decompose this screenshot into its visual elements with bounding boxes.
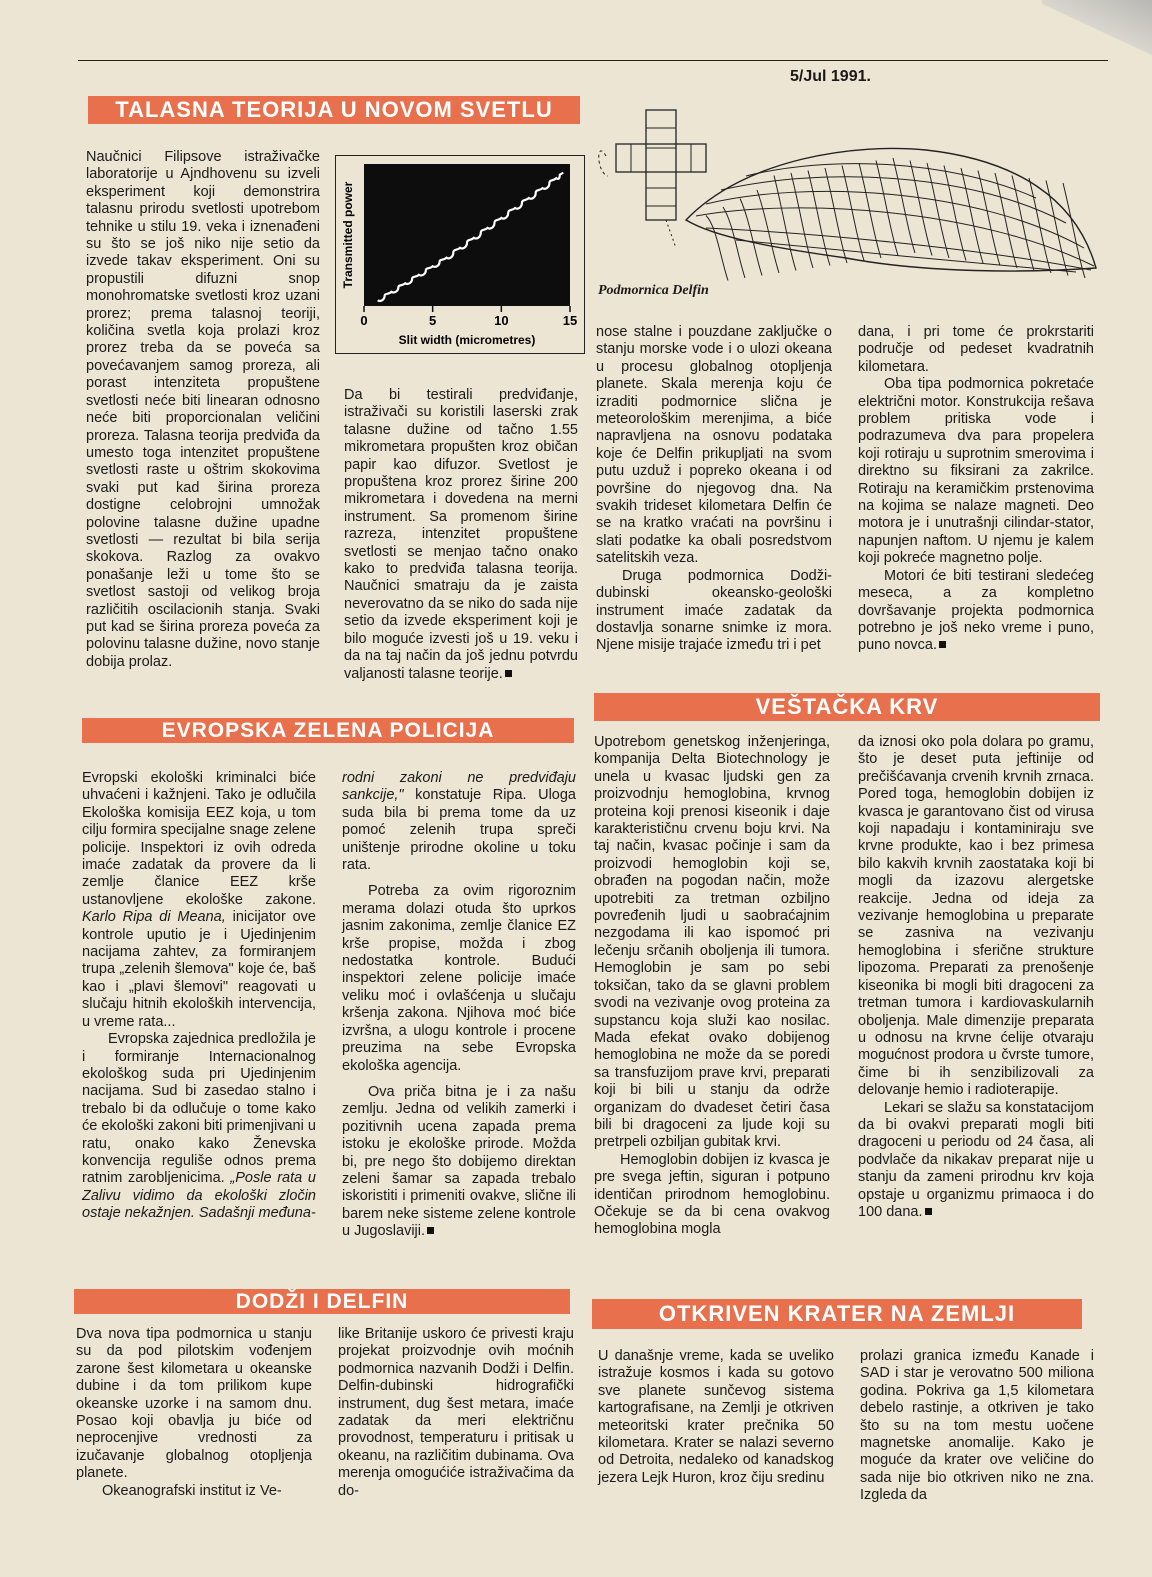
delfin-col4a-text: dana, i pri tome će prokrstariti područje od pedeset kvadratnih kilometara.	[858, 324, 1094, 375]
hull-rib	[774, 176, 796, 271]
evropska-col2c-text: Ova priča bitna je i za našu zemlju. Jedna od velikih zamerki i pozitivnih ucena zapada prema istoku je ekološke prirode. Možda bi, pre nego što dobijemo direktan zeleni šamar sa zapada trebalo iskoristiti i primeniti ovakve, slične ili barem neke sisteme zelene kontrole u Jugoslaviji.	[342, 1083, 576, 1240]
delfin-col4	[858, 324, 1094, 655]
x-tick-label-0: 0	[360, 313, 368, 328]
delfin-col3a-text: nose stalne i pouzdane zaključke o stanju morske vode i o ulozi okeana u procesu globalnog otopljenja planete. Skala merenja koju će izraditi podmornice slična je meteorološkim merenjima, a biće napravljena na osnovu podataka koje će Delfin prikupljati na svom putu uzduž i popreko okeana i od površine do njegovog dna. Na svakih trideset kilometara Delfin će se na kratko vraćati na površinu i slati podatke ka obali posredstvom satelitskih veza.	[596, 324, 832, 567]
krater-col1	[598, 1348, 834, 1487]
hull-rib	[1029, 178, 1051, 273]
x-tick-label-15: 15	[562, 313, 578, 328]
hull-rib	[910, 161, 932, 256]
submarine-illustration	[596, 98, 1104, 283]
krater-col2	[860, 1348, 1094, 1505]
evropska-col2a-rest: konstatuje Ripa. Uloga suda bila bi prema tome da uz pomoć zelenih trupa spreči uništenje prirodne okoline u toku rata.	[342, 787, 576, 874]
krv-col1	[594, 734, 830, 1239]
delfin-col4b-text: Oba tipa podmornica pokretaće električni motor. Konstrukcija rešava problem pritiska vode i podrazumeva dva para propelera koji rotiraju u suprotnim smerovima i direktno su fiksirani za zakrilce. Rotiraju na keramičkim prstenovima na kojima se nalaze magneti. Deo motora je i unutrašnji cilindar-stator, napunjen naftom. U njemu je kalem koji pokreće magnetno polje.	[858, 376, 1094, 567]
hull-rib	[791, 173, 813, 268]
submarine-caption: Podmornica Delfin	[598, 283, 709, 298]
hull-rib	[927, 163, 949, 258]
dodzi-col1	[76, 1326, 312, 1500]
hull-rib	[961, 168, 983, 263]
hull-rib	[706, 216, 728, 281]
krater-col1-text: U današnje vreme, kada se uveliko istražuje kosmos i kada su gotovo sve planete sunčevog sistema kartografisane, na Zemlji je otkriven meteoritski krater prečnika 50 kilometara. Krater se nalazi severno od Detroita, nedaleko od kanadskog jezera Lejk Huron, kroz čiju sredinu	[598, 1348, 834, 1486]
x-tick-label-5: 5	[429, 313, 437, 328]
krv-col2b-text: Lekari se slažu sa konstatacijom da bi ovakvi preparati mogli biti dragoceni u periodu od 24 časa, ali podvlače da nikakav preparat nije u stanju da zameni prirodnu krv koja opstaje u organizmu primaoca i do 100 dana.	[858, 1099, 1094, 1220]
hull-rib	[808, 171, 830, 266]
hull-rib	[842, 166, 864, 261]
hull-rib	[1063, 183, 1085, 278]
hull-rib	[978, 171, 1000, 266]
krv-col1a-text: Upotrebom genetskog inženjeringa, kompanija Delta Biotechnology je unela u kvasac ljudski gen za proizvodnju hemoglobina, krvnog proteina koji prenosi kiseonik i daje karakterističnu crvenu boju krvi. Na taj način, kvasac počinje i sam da proizvodi hemoglobin koji se, obrađen na pogodan način, može upotrebiti za tretman ozbiljno povređenih ljudi u saobraćajnim nezgodama ili kao ispomoć pri lečenju srčanih oboljenja ili tumora. Hemoglobin je sam po sebi toksičan, tako da se glavni problem svodi na vezivanje ovog proteina za supstancu koja služi kao nosilac. Mada efekat ovako dobijenog hemoglobina ne može da se poredi sa transfuzijom prave krvi, preparati koji bi bili u stanju da održe organizam do dvadeset četiri časa bili bi dragoceni za ljude koji su pretrpeli ozbiljan gubitak krvi.	[594, 734, 830, 1151]
hull-rib	[893, 158, 915, 253]
delfin-col3b-text: Druga podmornica Dodži-dubinski okeansko-geološki instrument imaće zadatak da dostavlja sonarne snimke iz mora. Njene misije trajaće između tri i pet	[596, 567, 832, 654]
krv-col2	[858, 734, 1094, 1221]
evropska-col2	[342, 770, 576, 1241]
slit-width-chart	[336, 156, 584, 353]
evropska-col1	[82, 770, 316, 1223]
hull-rib	[1012, 176, 1034, 271]
hull-rib	[995, 173, 1017, 268]
x-tick-label-10: 10	[494, 313, 509, 328]
talasna-col1-text: Naučnici Filipsove istraživačke laboratorije u Ajndhovenu su izveli eksperiment koji demonstrira talasnu prirodu svetlosti upotrebom tehnike u stilu 19. veka i iznenađeni su što se još niko nije setio da izvede takav eksperiment. Oni su propustili difuzni snop monohromatske svetlosti kroz uzani prorez; prema talasnoj teoriji, količina svetla koja prolazi kroz prorez treba da se poveća sa povećavanjem samog proreza, ali porast intenziteta propuštene svetlosti neće biti linearan odnosno neće biti proporcionalan veličini proreza. Talasna teorija predviđa da umesto toga intenzitet propuštene svetlosti raste u oštrim skokovima svaki put kad širina proreza dostigne celobrojni umnožak polovine talasne dužine upadne svetlosti — rezultat bi bila serija skokova. Razlog za ovakvo ponašanje leži u tome što se svetlost sastoji od velikog broja različitih oscilacionih stanja. Svaki put kad se širina proreza poveća za polovinu talasne dužine, novo stanje dobija prolaz.	[86, 149, 320, 670]
end-mark-icon	[427, 1227, 434, 1234]
talasna-title-text: TALASNA TEORIJA U NOVOM SVETLU	[115, 97, 553, 122]
hull-rib	[757, 190, 779, 273]
krater-col2-text: prolazi granica između Kanade i SAD i star je verovatno 500 miliona godina. Pokriva ga 1,5 kilometara debelo rastinje, a otkriven je tako što su na tom mestu uočene magnetske anomalije. Kako je moguće da krater ove veličine do sada nije bio otkriven niko ne zna. Izgleda da	[860, 1348, 1094, 1504]
issue-date: 5/Jul 1991.	[790, 68, 871, 85]
evropska-col1a-rest: inicijator ove kontrole uputio je i Ujedinjenim nacijama zahtev, za formiranjem trupa „zelenih šlemova" koje će, baš kao i „plavi šlemovi" reagovati u slučaju hitnih ekoloških intervencija, u vreme rata...	[82, 909, 316, 1030]
dodzi-col2-text: like Britanije uskoro će privesti kraju projekat proizvodnje ovih moćnih podmornica nazvanih Dodži i Delfin. Delfin-dubinski hidrografički instrument, dug šest metara, imaće zadatak da meri električnu provodnost, temperaturu i pritisak u okeanu, na različitim dubinama. Ova merenja omogućiće istraživačima da do-	[338, 1326, 574, 1499]
dodzi-col1a-text: Dva nova tipa podmornica u stanju su da pod pilotskim vođenjem zarone šest kilometara u okeanske dubine i da tom prilikom kupe okeanske uzorke i na samom dnu. Posao koji obavlja ju biće od neprocenjive vrednosti za izučavanje globalnog otopljenja planete.	[76, 1326, 312, 1482]
evropska-col1b-italic: „Posle rata u Zalivu vidimo da ekološki zločin ostaje nekažnjen. Sadašnji međuna-	[82, 1170, 316, 1222]
delfin-col4c-text: Motori će biti testirani sledećeg meseca, a za kompletno dovršavanje projekta podmornica potrebno je još neko vreme i puno, puno novca.	[858, 567, 1094, 654]
dodzi-col1b-text: Okeanografski institut iz Ve-	[102, 1482, 282, 1499]
dodzi-title-text: DODŽI I DELFIN	[235, 1290, 409, 1313]
delfin-col3	[596, 324, 832, 655]
dodzi-title	[74, 1289, 570, 1314]
end-mark-icon	[505, 670, 512, 677]
header-rule	[78, 60, 1108, 61]
krv-title-text: VEŠTAČKA KRV	[755, 694, 939, 719]
evropska-col2a-italic: rodni zakoni ne predviđaju sankcije,"	[342, 770, 576, 804]
krater-title	[592, 1299, 1082, 1329]
talasna-col2	[344, 387, 578, 683]
dodzi-col2	[338, 1326, 574, 1500]
hull-rib	[723, 207, 745, 278]
evropska-title	[82, 718, 574, 743]
end-mark-icon	[939, 641, 946, 648]
evropska-col1a-italic: Karlo Ripa di Meana,	[82, 909, 226, 926]
evropska-col1a-text: Evropski ekološki kriminalci biće uhvaćeni i kažnjeni. Tako je odlučila Ekološka komisija EEZ koja, u tom cilju formira specijalne snage zelene policije. Inspektori iz ovih odreda imaće zadatak da provere da li zemlje članice EEZ krše ustanovljene ekološke zakone.	[82, 770, 316, 908]
krater-title-text: OTKRIVEN KRATER NA ZEMLJI	[658, 1301, 1016, 1326]
evropska-col1b-text: Evropska zajednica predložila je i formiranje Internacionalnog ekološkog suda pri Ujedinjenim nacijama. Sud bi zasedao stalno i trebalo bi da odlučuje o tome kako će ekološki zakoni biti primenjivani u ratu, onako kako Ženevska konvencija reguliše odnos prema ratnim zarobljenicima.	[82, 1031, 316, 1187]
krv-col2a-text: da iznosi oko pola dolara po gramu, što je deset puta jeftinije od prečišćavanja crvenih krvnih zrnaca. Pored toga, hemoglobin dobijen iz kvasca je garantovano čist od virusa koji napadaju i kontaminiraju sve krvne produkte, kao i bez primesa bilo kakvih krvnih zaostataka koji bi mogli da izazovu alergetske reakcije. Jedna od ideja za vezivanje hemoglobina u preparate se zasniva na vezivanju hemoglobina i sferične strukture lipozoma. Preparati za prenošenje kiseonika bi mogli biti dragoceni za tretman tumora i kardiovaskularnih oboljenja. Male dimenzije preparata u odnosu na krvne ćelije otvaraju mogućnost prodora u čvrste tumore, čime bi ih senzibilizovali za delovanje hemio i radioterapije.	[858, 734, 1094, 1099]
evropska-col2b-text: Potreba za ovim rigoroznim merama dolazi otuda što uprkos jasnim zakonima, zemlje članice EZ krše propise, možda i zbog nedostatka kontrole. Budući inspektori zelene policije imaće veliku moć i ovlašćenja u slučaju kršenja zakona. Njihova moć biće izvršna, a ulogu kontrole i procene preuzima na sebe Evropska ekološka agencija.	[342, 883, 576, 1074]
plot-area	[364, 164, 570, 306]
evropska-title-text: EVROPSKA ZELENA POLICIJA	[161, 719, 495, 742]
talasna-title	[88, 96, 580, 124]
chart-frame	[335, 155, 585, 354]
krv-col1b-text: Hemoglobin dobijen iz kvasca je pre svega jeftin, siguran i potpuno identičan prirodnom hemoglobinu. Očekuje se da bi cena ovakvog hemoglobina mogla	[594, 1151, 830, 1238]
talasna-col1	[86, 149, 320, 671]
end-mark-icon	[925, 1208, 932, 1215]
hull-rib	[944, 166, 966, 261]
krv-title	[594, 693, 1100, 721]
talasna-col2-text: Da bi testirali predviđanje, istraživači su koristili laserski zrak talasne dužine od tačno 1.55 mikrometara propušten kroz običan papir kao difuzor. Svetlost je propuštena kroz prorez širine 200 mikrometara i dovedena na merni instrument. Sa promenom širine razreza, intenzitet propuštene svetlosti se menjao tačno onako kako to predviđa talasna teorija. Naučnici smatraju da je zaista neverovatno da se niko do sada nije setio da izvede eksperiment koji je bilo moguće izvesti još u 19. veku i da na taj način da još jednu potvrdu valjanosti talasne teorije.	[344, 387, 578, 682]
y-axis-label: Transmitted power	[341, 181, 355, 289]
hull-rib	[1046, 181, 1068, 276]
x-axis-label: Slit width (micrometres)	[398, 333, 536, 347]
